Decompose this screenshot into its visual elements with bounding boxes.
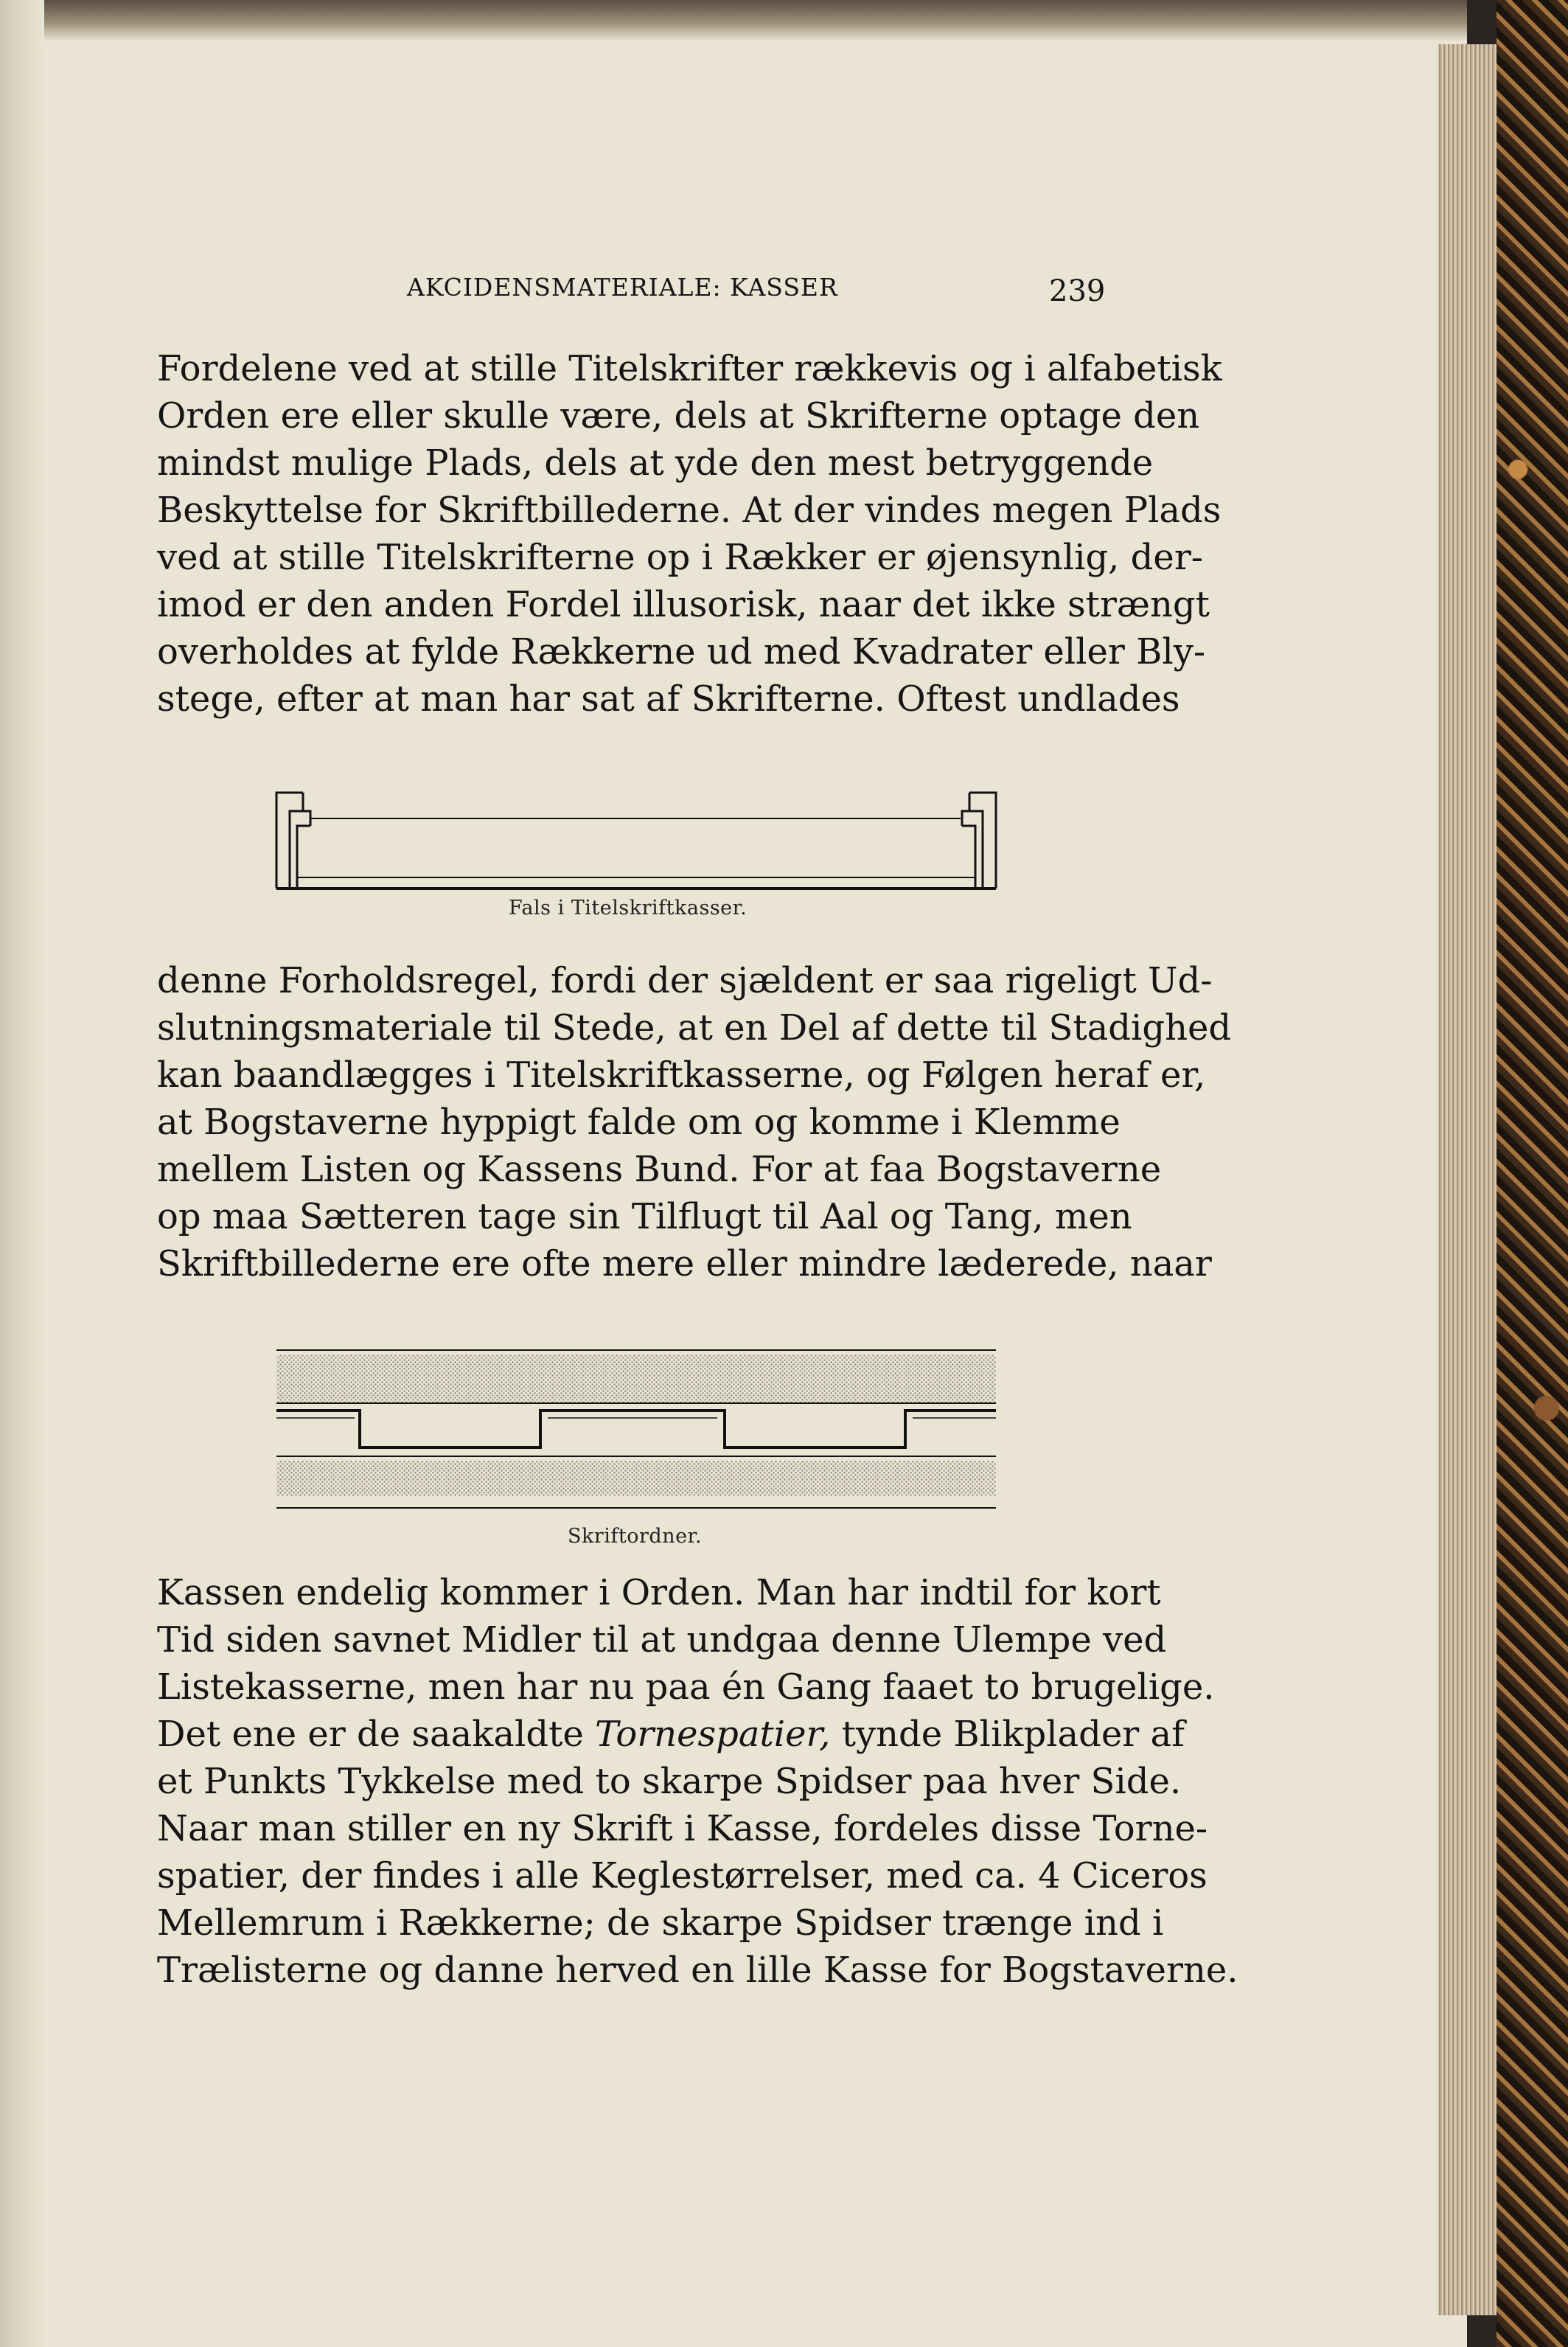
text-line: Skriftbillederne ere ofte mere eller mindre læderede, naar <box>157 1243 1212 1284</box>
text-line: slutningsmateriale til Stede, at en Del af dette til Stadighed <box>157 1007 1232 1049</box>
text-line <box>157 1711 1185 1758</box>
text-line: kan baandlægges i Titelskriftkasserne, og Følgen heraf er, <box>157 1054 1206 1096</box>
text-line: Mellemrum i Rækkerne; de skarpe Spidser trænge ind i <box>157 1902 1164 1944</box>
page-top-edge <box>0 0 1467 41</box>
text-fragment: Det ene er de saakaldte <box>157 1714 596 1755</box>
running-header: AKCIDENSMATERIALE: KASSER <box>407 273 838 302</box>
text-line: Listekasserne, men har nu paa én Gang faaet to brugelige. <box>157 1666 1215 1708</box>
figure-2-caption: Skriftordner. <box>568 1525 703 1548</box>
paragraph-3 <box>157 1569 1238 1994</box>
page-stack-edge <box>1438 44 1496 2315</box>
text-line: mellem Listen og Kassens Bund. For at faa Bogstaverne <box>157 1149 1162 1190</box>
figure-skriftordner-diagram <box>275 1346 997 1515</box>
figure-fals-diagram <box>275 782 997 892</box>
paragraph-2 <box>157 957 1232 1287</box>
text-line: Fordelene ved at stille Titelskrifter rækkevis og i alfabetisk <box>157 348 1222 389</box>
text-line: Naar man stiller en ny Skrift i Kasse, fordeles disse Torne- <box>157 1808 1208 1849</box>
text-line: Kassen endelig kommer i Orden. Man har indtil for kort <box>157 1572 1161 1613</box>
text-line: Trælisterne og danne herved en lille Kasse for Bogstaverne. <box>157 1950 1238 1991</box>
text-line: et Punkts Tykkelse med to skarpe Spidser paa hver Side. <box>157 1761 1182 1802</box>
text-line: at Bogstaverne hyppigt falde om og komme i Klemme <box>157 1102 1121 1143</box>
text-line: stege, efter at man har sat af Skrifterne. Oftest undlades <box>157 678 1180 720</box>
text-line: Beskyttelse for Skriftbillederne. At der vindes megen Plads <box>157 490 1222 531</box>
paragraph-1 <box>157 345 1222 723</box>
figure-1-caption: Fals i Titelskriftkasser. <box>509 897 748 919</box>
italic-term: Tornespatier, <box>595 1714 831 1755</box>
text-line: op maa Sætteren tage sin Tilflugt til Aal og Tang, men <box>157 1196 1132 1237</box>
text-line: denne Forholdsregel, fordi der sjældent er saa rigeligt Ud- <box>157 960 1213 1001</box>
text-line: Tid siden savnet Midler til at undgaa denne Ulempe ved <box>157 1619 1167 1661</box>
inner-margin-shadow <box>0 0 44 2347</box>
text-line: Orden ere eller skulle være, dels at Skrifterne optage den <box>157 395 1200 437</box>
text-line: ved at stille Titelskrifterne op i Rækker er øjensynlig, der- <box>157 537 1203 578</box>
text-fragment: tynde Blikplader af <box>830 1714 1185 1755</box>
text-line: spatier, der findes i alle Keglestørrelser, med ca. 4 Ciceros <box>157 1855 1208 1896</box>
text-line: mindst mulige Plads, dels at yde den mest betryggende <box>157 442 1154 484</box>
page-number: 239 <box>1049 274 1106 308</box>
text-line: imod er den anden Fordel illusorisk, naar det ikke strængt <box>157 584 1210 625</box>
marbled-cover <box>1496 0 1568 2347</box>
text-line: overholdes at fylde Rækkerne ud med Kvadrater eller Bly- <box>157 631 1206 672</box>
